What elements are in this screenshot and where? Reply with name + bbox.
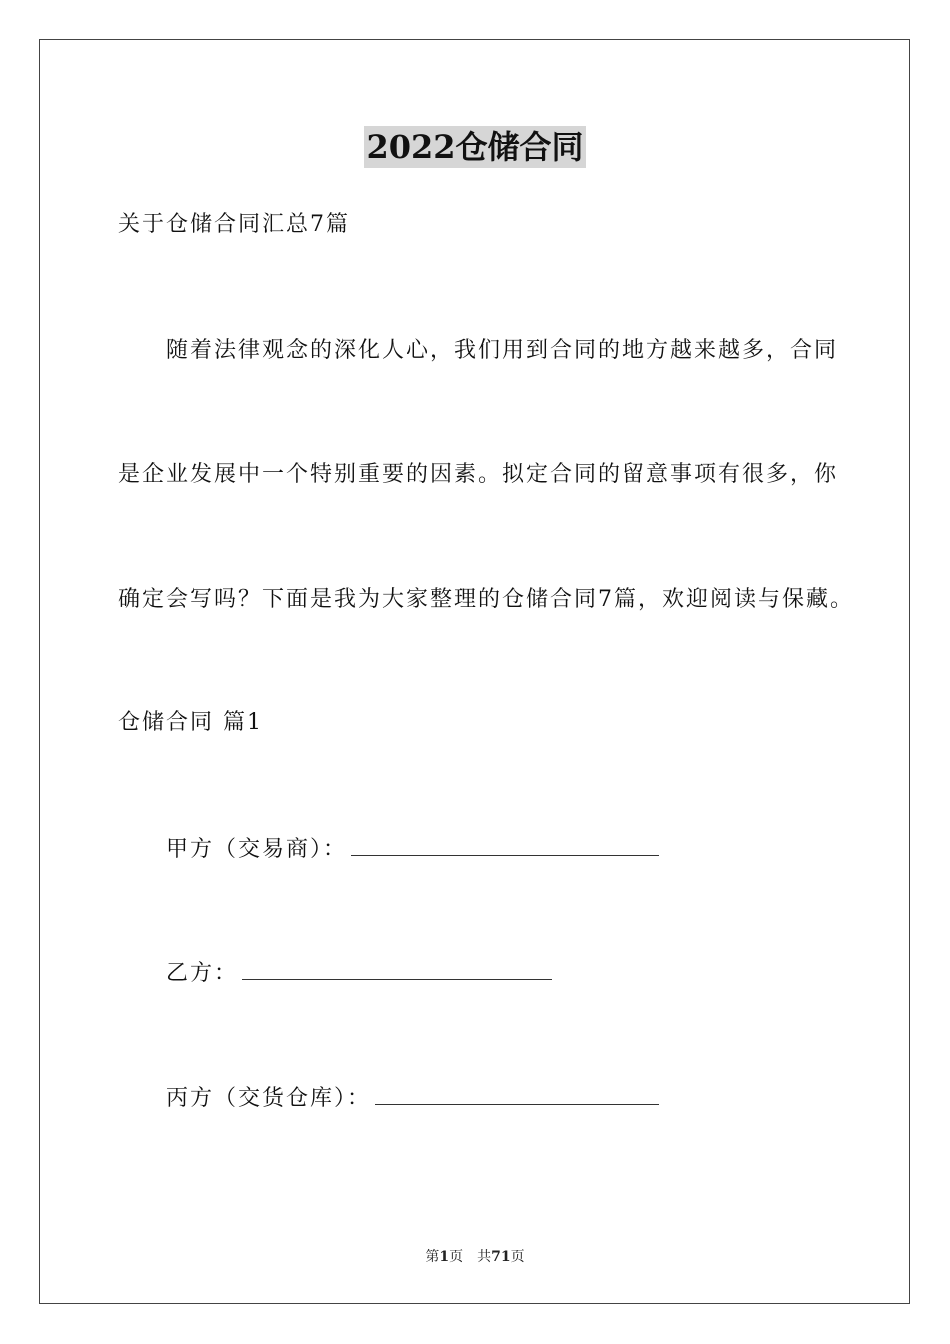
document-subtitle: 关于仓储合同汇总7篇 — [118, 212, 350, 237]
footer-page-suffix: 页 — [449, 1249, 464, 1265]
party-a-label: 甲方（交易商）： — [166, 837, 348, 862]
intro-paragraph-line-2: 是企业发展中一个特别重要的因素。拟定合同的留意事项有很多，你 — [118, 462, 839, 487]
title-container — [0, 126, 950, 168]
party-b-field — [166, 957, 552, 989]
footer-page-number: 1 — [439, 1249, 450, 1265]
party-c-field — [166, 1082, 659, 1114]
party-a-blank-line — [351, 833, 659, 856]
footer-page-prefix: 第 — [425, 1249, 440, 1265]
section-heading: 仓储合同 篇1 — [118, 710, 263, 735]
party-c-label: 丙方（交货仓库）： — [166, 1086, 372, 1111]
footer-total-pages: 71 — [491, 1249, 511, 1265]
party-b-blank-line — [242, 957, 552, 980]
page-footer — [0, 1248, 950, 1266]
intro-paragraph-line-3: 确定会写吗？下面是我为大家整理的仓储合同7篇，欢迎阅读与保藏。 — [118, 587, 854, 612]
party-b-label: 乙方： — [166, 961, 239, 986]
footer-total-suffix: 页 — [510, 1249, 525, 1265]
party-c-blank-line — [375, 1082, 659, 1105]
footer-total-prefix: 共 — [477, 1249, 492, 1265]
intro-paragraph-line-1: 随着法律观念的深化人心，我们用到合同的地方越来越多，合同 — [166, 338, 839, 363]
document-title: 2022仓储合同 — [366, 128, 584, 166]
party-a-field — [166, 833, 659, 865]
